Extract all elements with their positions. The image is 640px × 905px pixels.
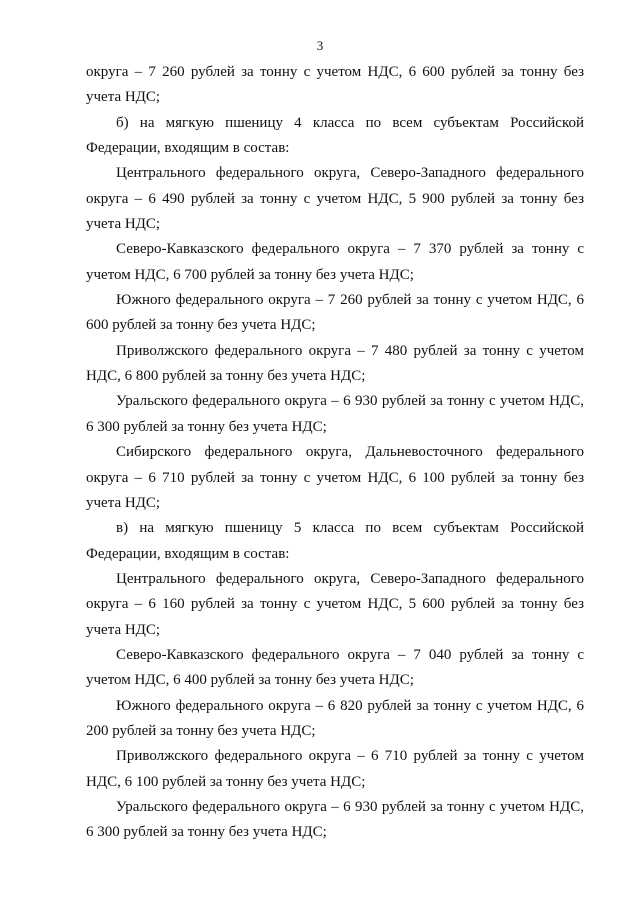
- paragraph: Северо-Кавказского федерального округа – 7 040 рублей за тонну с учетом НДС, 6 400 рублей за тонну без учета НДС;: [86, 646, 584, 689]
- document-body: [86, 60, 584, 846]
- paragraph: Сибирского федерального округа, Дальневосточного федерального округа – 6 710 рублей за тонну с учетом НДС, 6 100 рублей за тонну без учета НДС;: [86, 444, 584, 511]
- page-number: 3: [316, 38, 324, 53]
- paragraph: Южного федерального округа – 7 260 рублей за тонну с учетом НДС, 6 600 рублей за тонну без учета НДС;: [86, 292, 584, 334]
- paragraph: Уральского федерального округа – 6 930 рублей за тонну с учетом НДС, 6 300 рублей за тонну без учета НДС;: [86, 798, 584, 841]
- paragraph: Приволжского федерального округа – 6 710 рублей за тонну с учетом НДС, 6 100 рублей за тонну без учета НДС;: [86, 748, 584, 790]
- paragraph: Южного федерального округа – 6 820 рублей за тонну с учетом НДС, 6 200 рублей за тонну без учета НДС;: [86, 697, 584, 739]
- paragraph: Северо-Кавказского федерального округа – 7 370 рублей за тонну с учетом НДС, 6 700 рублей за тонну без учета НДС;: [86, 241, 584, 283]
- paragraph: округа – 7 260 рублей за тонну с учетом НДС, 6 600 рублей за тонну без учета НДС;: [86, 64, 584, 106]
- paragraph: б) на мягкую пшеницу 4 класса по всем субъектам Российской Федерации, входящим в состав:: [86, 114, 584, 157]
- paragraph: Центрального федерального округа, Северо-Западного федерального округа – 6 490 рублей за тонну с учетом НДС, 5 900 рублей за тонну без учета НДС;: [86, 165, 584, 233]
- paragraph: Приволжского федерального округа – 7 480 рублей за тонну с учетом НДС, 6 800 рублей за тонну без учета НДС;: [86, 342, 584, 385]
- paragraph: Уральского федерального округа – 6 930 рублей за тонну с учетом НДС, 6 300 рублей за тонну без учета НДС;: [86, 393, 584, 435]
- paragraph: Центрального федерального округа, Северо-Западного федерального округа – 6 160 рублей за тонну с учетом НДС, 5 600 рублей за тонну без учета НДС;: [86, 570, 584, 638]
- paragraph: в) на мягкую пшеницу 5 класса по всем субъектам Российской Федерации, входящим в состав:: [86, 520, 584, 562]
